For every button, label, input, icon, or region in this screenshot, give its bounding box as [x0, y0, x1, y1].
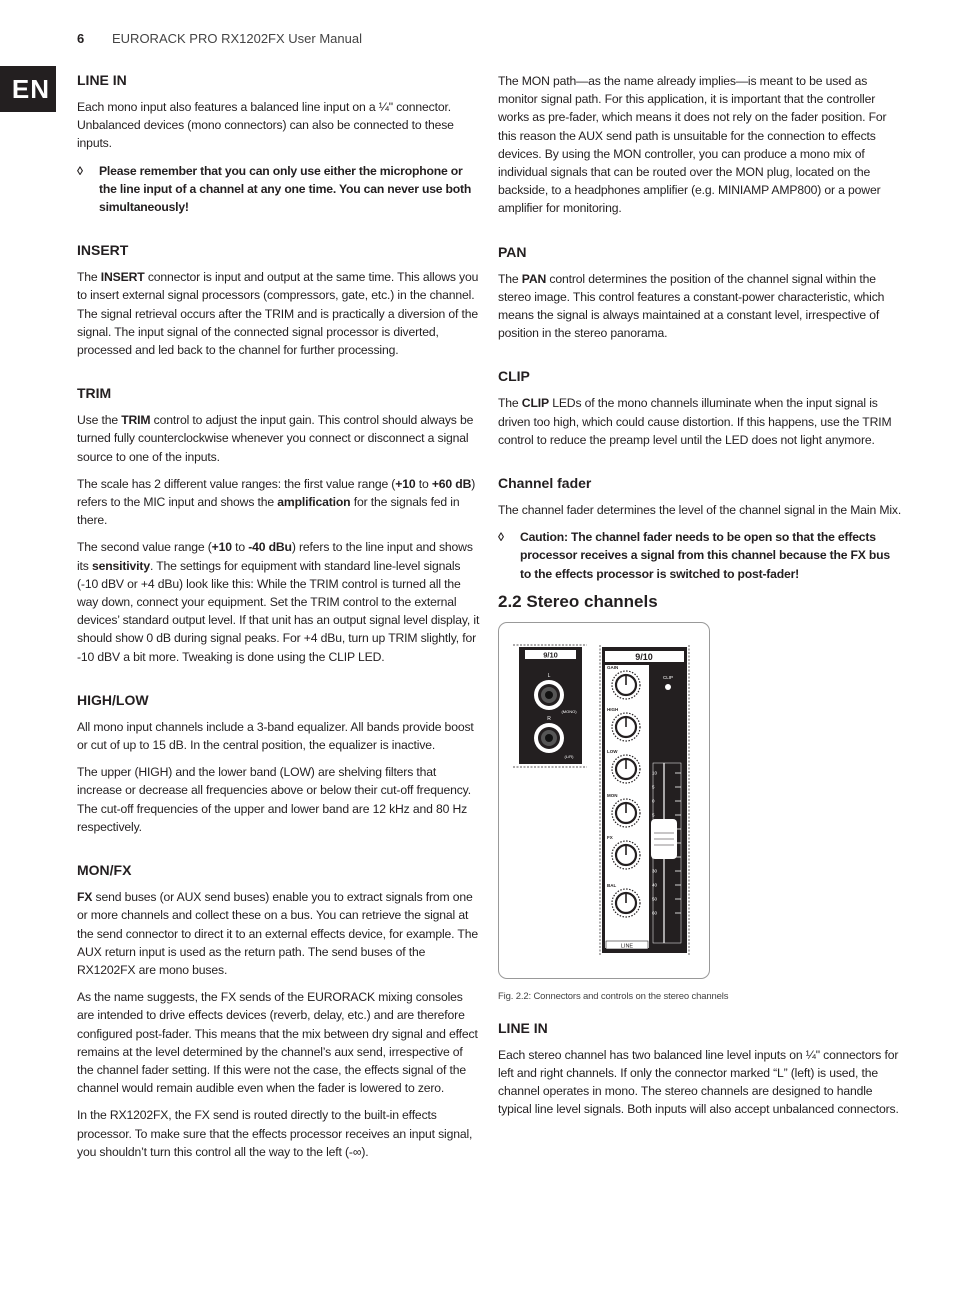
diamond-icon: ◊	[498, 530, 504, 545]
document-title: EURORACK PRO RX1202FX User Manual	[112, 31, 362, 46]
trim-paragraph-1: Use the TRIM control to adjust the input gain. This control should always be turned fully counterclockwise whenever you connect or disconnect a signal source to one of the inputs.	[77, 413, 474, 464]
fader-scale-label: 40	[652, 882, 658, 888]
stereo-line-in-paragraph: Each stereo channel has two balanced line level inputs on ¼" connectors for left and right channels. If only the connector marked “L” (left) is used, the channel operates in mono. The stereo channels are designed to handle typical line level signals. Both inputs will also accept unbalanced connectors.	[498, 1047, 899, 1117]
fader-scale-label: 5	[652, 784, 655, 790]
line-in-note-text: Please remember that you can only use either the microphone or the line input of a channel at any one time. You can never use both simultaneously!	[99, 163, 472, 215]
left-column	[77, 72, 481, 1170]
front-channel-label: 9/10	[635, 651, 653, 662]
insert-paragraph: The INSERT connector is input and output at the same time. This allows you to insert external signal processors (compressors, gate, etc.) in the channel. The signal retrieval occurs after the TRIM and is practically a diversion of the signal. The input signal of the connected signal processor is diverted, processed and led back to the channel for further processing.	[77, 270, 479, 358]
trim-paragraph-3: The second value range (+10 to -40 dBu) refers to the line input and shows its sensitivity. The settings for equipment with standard line-level signals (-10 dBV or +4 dBu) look like this: While the TRIM control is turned all the way down, connect your equipment. Set the TRIM control to the external devices’ standard output level. If that unit has an output signal level display, it should show 0 dB during signal peaks. For +4 dBu, turn up TRIM slightly, for -10 dBV a bit more. Tweaking is done using the CLIP LED.	[77, 540, 480, 664]
knob-label: FX	[607, 834, 613, 840]
right-column	[498, 72, 902, 1128]
heading-clip: CLIP	[498, 368, 530, 385]
section-title: 2.2 Stereo channels	[498, 591, 658, 611]
trim-paragraph-2: The scale has 2 different value ranges: the first value range (+10 to +60 dB) refers to the MIC input and shows the amplification for the signals fed in there.	[77, 476, 476, 528]
heading-high-low: HIGH/LOW	[77, 691, 149, 708]
heading-line-in: LINE IN	[77, 72, 127, 88]
heading-trim: TRIM	[77, 385, 112, 402]
pan-paragraph: The PAN control determines the position of the channel signal within the stereo image. This control features a constant-power characteristic, which means the signal is always maintained at a constant level, irrespective of position in the stereo panorama.	[498, 271, 885, 341]
figure-caption: Fig. 2.2: Connectors and controls on the stereo channels	[498, 990, 729, 1002]
knob-label: MON	[607, 792, 618, 798]
svg-text:(MONO): (MONO)	[561, 708, 577, 714]
rear-channel-label: 9/10	[543, 650, 558, 660]
fader-scale-label: 0	[652, 798, 655, 804]
fader-scale-label: 30	[652, 868, 658, 874]
high-low-paragraph-2: The upper (HIGH) and the lower band (LOW) are shelving filters that increase or decrease all frequencies above or below their cut-off frequency. The cut-off frequencies of the upper and lower band are 12 kHz and 80 Hz respectively.	[77, 765, 471, 834]
knob-label: BAL	[607, 882, 617, 888]
page-number: 6	[77, 31, 85, 46]
svg-text:CLIP: CLIP	[662, 674, 674, 680]
svg-text:LINE: LINE	[620, 943, 634, 950]
fader-scale-label: 50	[652, 896, 658, 902]
svg-text:(L/R): (L/R)	[564, 753, 574, 759]
heading-stereo-line-in: LINE IN	[498, 1019, 548, 1036]
mon-fx-paragraph-1: FX send buses (or AUX send buses) enable you to extract signals from one or more channels and collect these on a bus. You can retrieve the signal at the send connector to direct it to an external effects device, for example. The AUX return input is used as the return path. The send buses of the RX1202FX are mono buses.	[77, 890, 478, 977]
heading-mon-fx: MON/FX	[77, 862, 132, 879]
heading-pan: PAN	[498, 243, 527, 260]
heading-insert: INSERT	[77, 242, 129, 259]
stereo-channel-illustration	[499, 623, 709, 978]
channel-fader-note-text: Caution: The channel fader needs to be open so that the effects processor receives a signal from this channel because the FX bus to the effects processor is switched to post-fader!	[520, 530, 890, 581]
mon-fx-paragraph-2: As the name suggests, the FX sends of the EURORACK mixing consoles are intended to drive effects devices (reverb, delay, etc.) and are therefore configured post-fader. This means that the mix between dry signal and effect remains at the level determined by the channel’s aux send, irrespective of the channel fader setting. If this were not the case, the effects signal of the channel would remain audible even when the fader is lowered to zero.	[77, 990, 478, 1096]
high-low-paragraph-1: All mono input channels include a 3-band equalizer. All bands provide boost or cut of up to 15 dB. In the central position, the equalizer is inactive.	[77, 719, 474, 753]
rear-connector-panel	[513, 645, 587, 767]
line-in-paragraph: Each mono input also features a balanced line input on a ¼" connector. Unbalanced devices (mono connectors) can also be connected to these inputs.	[77, 100, 454, 151]
fader-scale-label: 10	[652, 826, 658, 832]
fader-scale-label: 10	[652, 770, 658, 776]
channel-fader-note	[498, 528, 902, 583]
mon-fx-paragraph-3: In the RX1202FX, the FX send is routed directly to the built-in effects processor. To make sure that the effects processor receives an input signal, you shouldn’t turn this control all the way to the left (-∞).	[77, 1108, 473, 1159]
knob-label: GAIN	[607, 664, 619, 670]
svg-text:R: R	[547, 715, 551, 722]
mon-path-paragraph: The MON path—as the name already implies—is meant to be used as monitor signal path. For this application, it is important that the controller works as pre-fader, which means it does not rely on the fader position. For this reason the AUX send path is unsuitable for the connection to effects devices. By using the MON controller, you can produce a mono mix of individual signals that can be routed over the MON plug, located on the backside, to a headphones amplifier (e.g. MINIAMP AMP800) or a power amplifier for monitoring.	[498, 74, 887, 216]
svg-text:L: L	[547, 672, 551, 679]
fader-scale-label: 60	[652, 910, 658, 916]
line-in-note	[77, 162, 481, 217]
stereo-channel-figure	[498, 622, 710, 979]
channel-fader-paragraph: The channel fader determines the level of the channel signal in the Main Mix.	[498, 503, 902, 518]
heading-channel-fader: Channel fader	[498, 475, 592, 492]
clip-paragraph: The CLIP LEDs of the mono channels illuminate when the input signal is driven too high, which could cause distortion. If this happens, use the TRIM control to reduce the preamp level until the LED does not light anymore.	[498, 396, 892, 447]
fader-scale-label: 15	[652, 840, 658, 846]
knob-label: LOW	[607, 748, 618, 754]
knob-label: HIGH	[607, 706, 619, 712]
fader-scale-label: 20	[652, 854, 658, 860]
language-tab: EN	[0, 66, 56, 112]
diamond-icon: ◊	[77, 163, 83, 178]
fader-scale-label: 5	[652, 812, 655, 818]
